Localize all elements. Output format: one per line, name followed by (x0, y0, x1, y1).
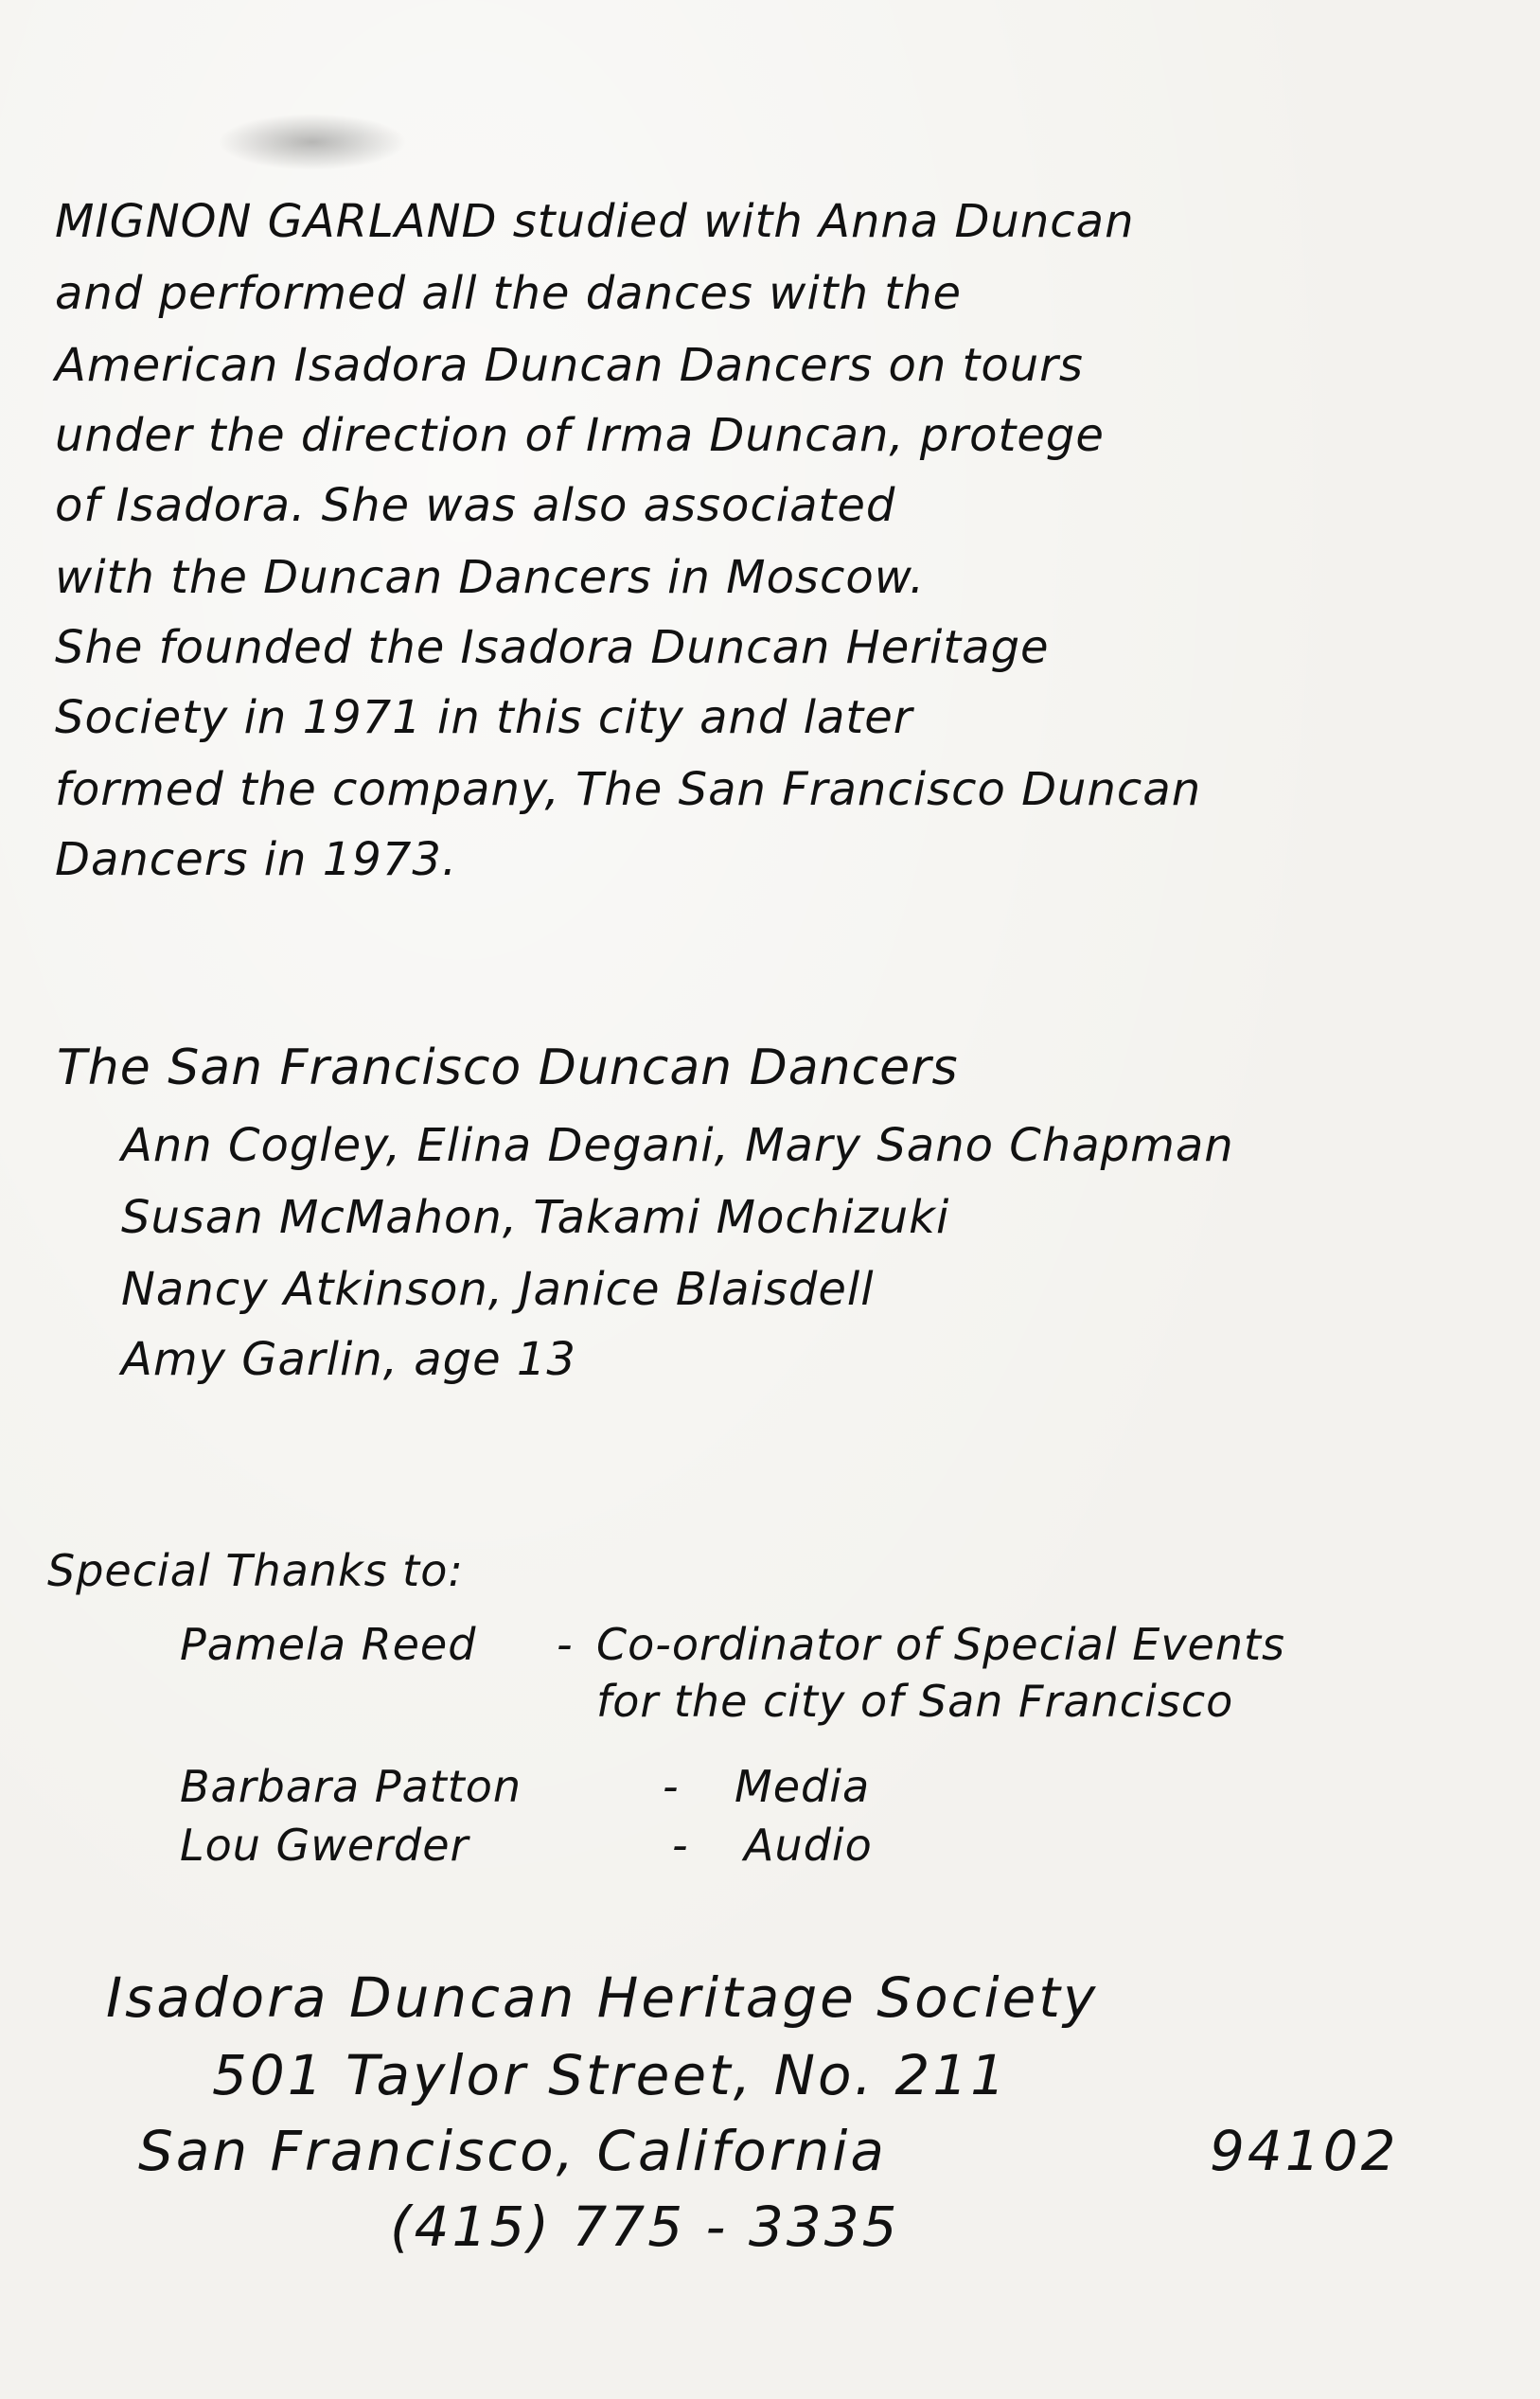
street-address: 501 Taylor Street, No. 211 (212, 2043, 1009, 2107)
bio-line: with the Duncan Dancers in Moscow. (55, 551, 926, 604)
bio-line: of Isadora. She was also associated (55, 479, 896, 532)
org-name: Isadora Duncan Heritage Society (106, 1965, 1099, 2030)
credit-name: Barbara Patton (180, 1761, 522, 1812)
credit-name: Lou Gwerder (180, 1820, 469, 1871)
member-line: Nancy Atkinson, Janice Blaisdell (121, 1263, 875, 1316)
credit-role: Co-ordinator of Special Events (596, 1619, 1286, 1670)
credit-separator: - (672, 1820, 689, 1871)
city-state: San Francisco, California (138, 2119, 887, 2183)
credit-separator: - (557, 1619, 574, 1670)
member-line: Amy Garlin, age 13 (121, 1333, 576, 1386)
credit-name: Pamela Reed (180, 1619, 477, 1670)
bio-line: MIGNON GARLAND studied with Anna Duncan (55, 195, 1135, 248)
ink-smudge (218, 114, 407, 170)
bio-line: Dancers in 1973. (55, 833, 458, 886)
bio-line: She founded the Isadora Duncan Heritage (55, 621, 1050, 674)
member-line: Ann Cogley, Elina Degani, Mary Sano Chapman (121, 1119, 1234, 1172)
bio-line: American Isadora Duncan Dancers on tours (55, 339, 1084, 392)
member-line: Susan McMahon, Takami Mochizuki (121, 1191, 950, 1244)
phone-number: (415) 775 - 3335 (390, 2195, 900, 2259)
bio-line: under the direction of Irma Duncan, protege (55, 409, 1105, 462)
credit-role-continued: for the city of San Francisco (596, 1676, 1234, 1727)
zip-code: 94102 (1210, 2119, 1399, 2183)
bio-line: Society in 1971 in this city and later (55, 691, 913, 744)
company-heading: The San Francisco Duncan Dancers (57, 1040, 959, 1096)
thanks-heading: Special Thanks to: (47, 1545, 464, 1596)
credit-role: Media (735, 1761, 871, 1812)
credit-role: Audio (744, 1820, 873, 1871)
bio-line: formed the company, The San Francisco Duncan (55, 763, 1202, 816)
bio-line: and performed all the dances with the (55, 267, 963, 320)
credit-separator: - (663, 1761, 680, 1812)
